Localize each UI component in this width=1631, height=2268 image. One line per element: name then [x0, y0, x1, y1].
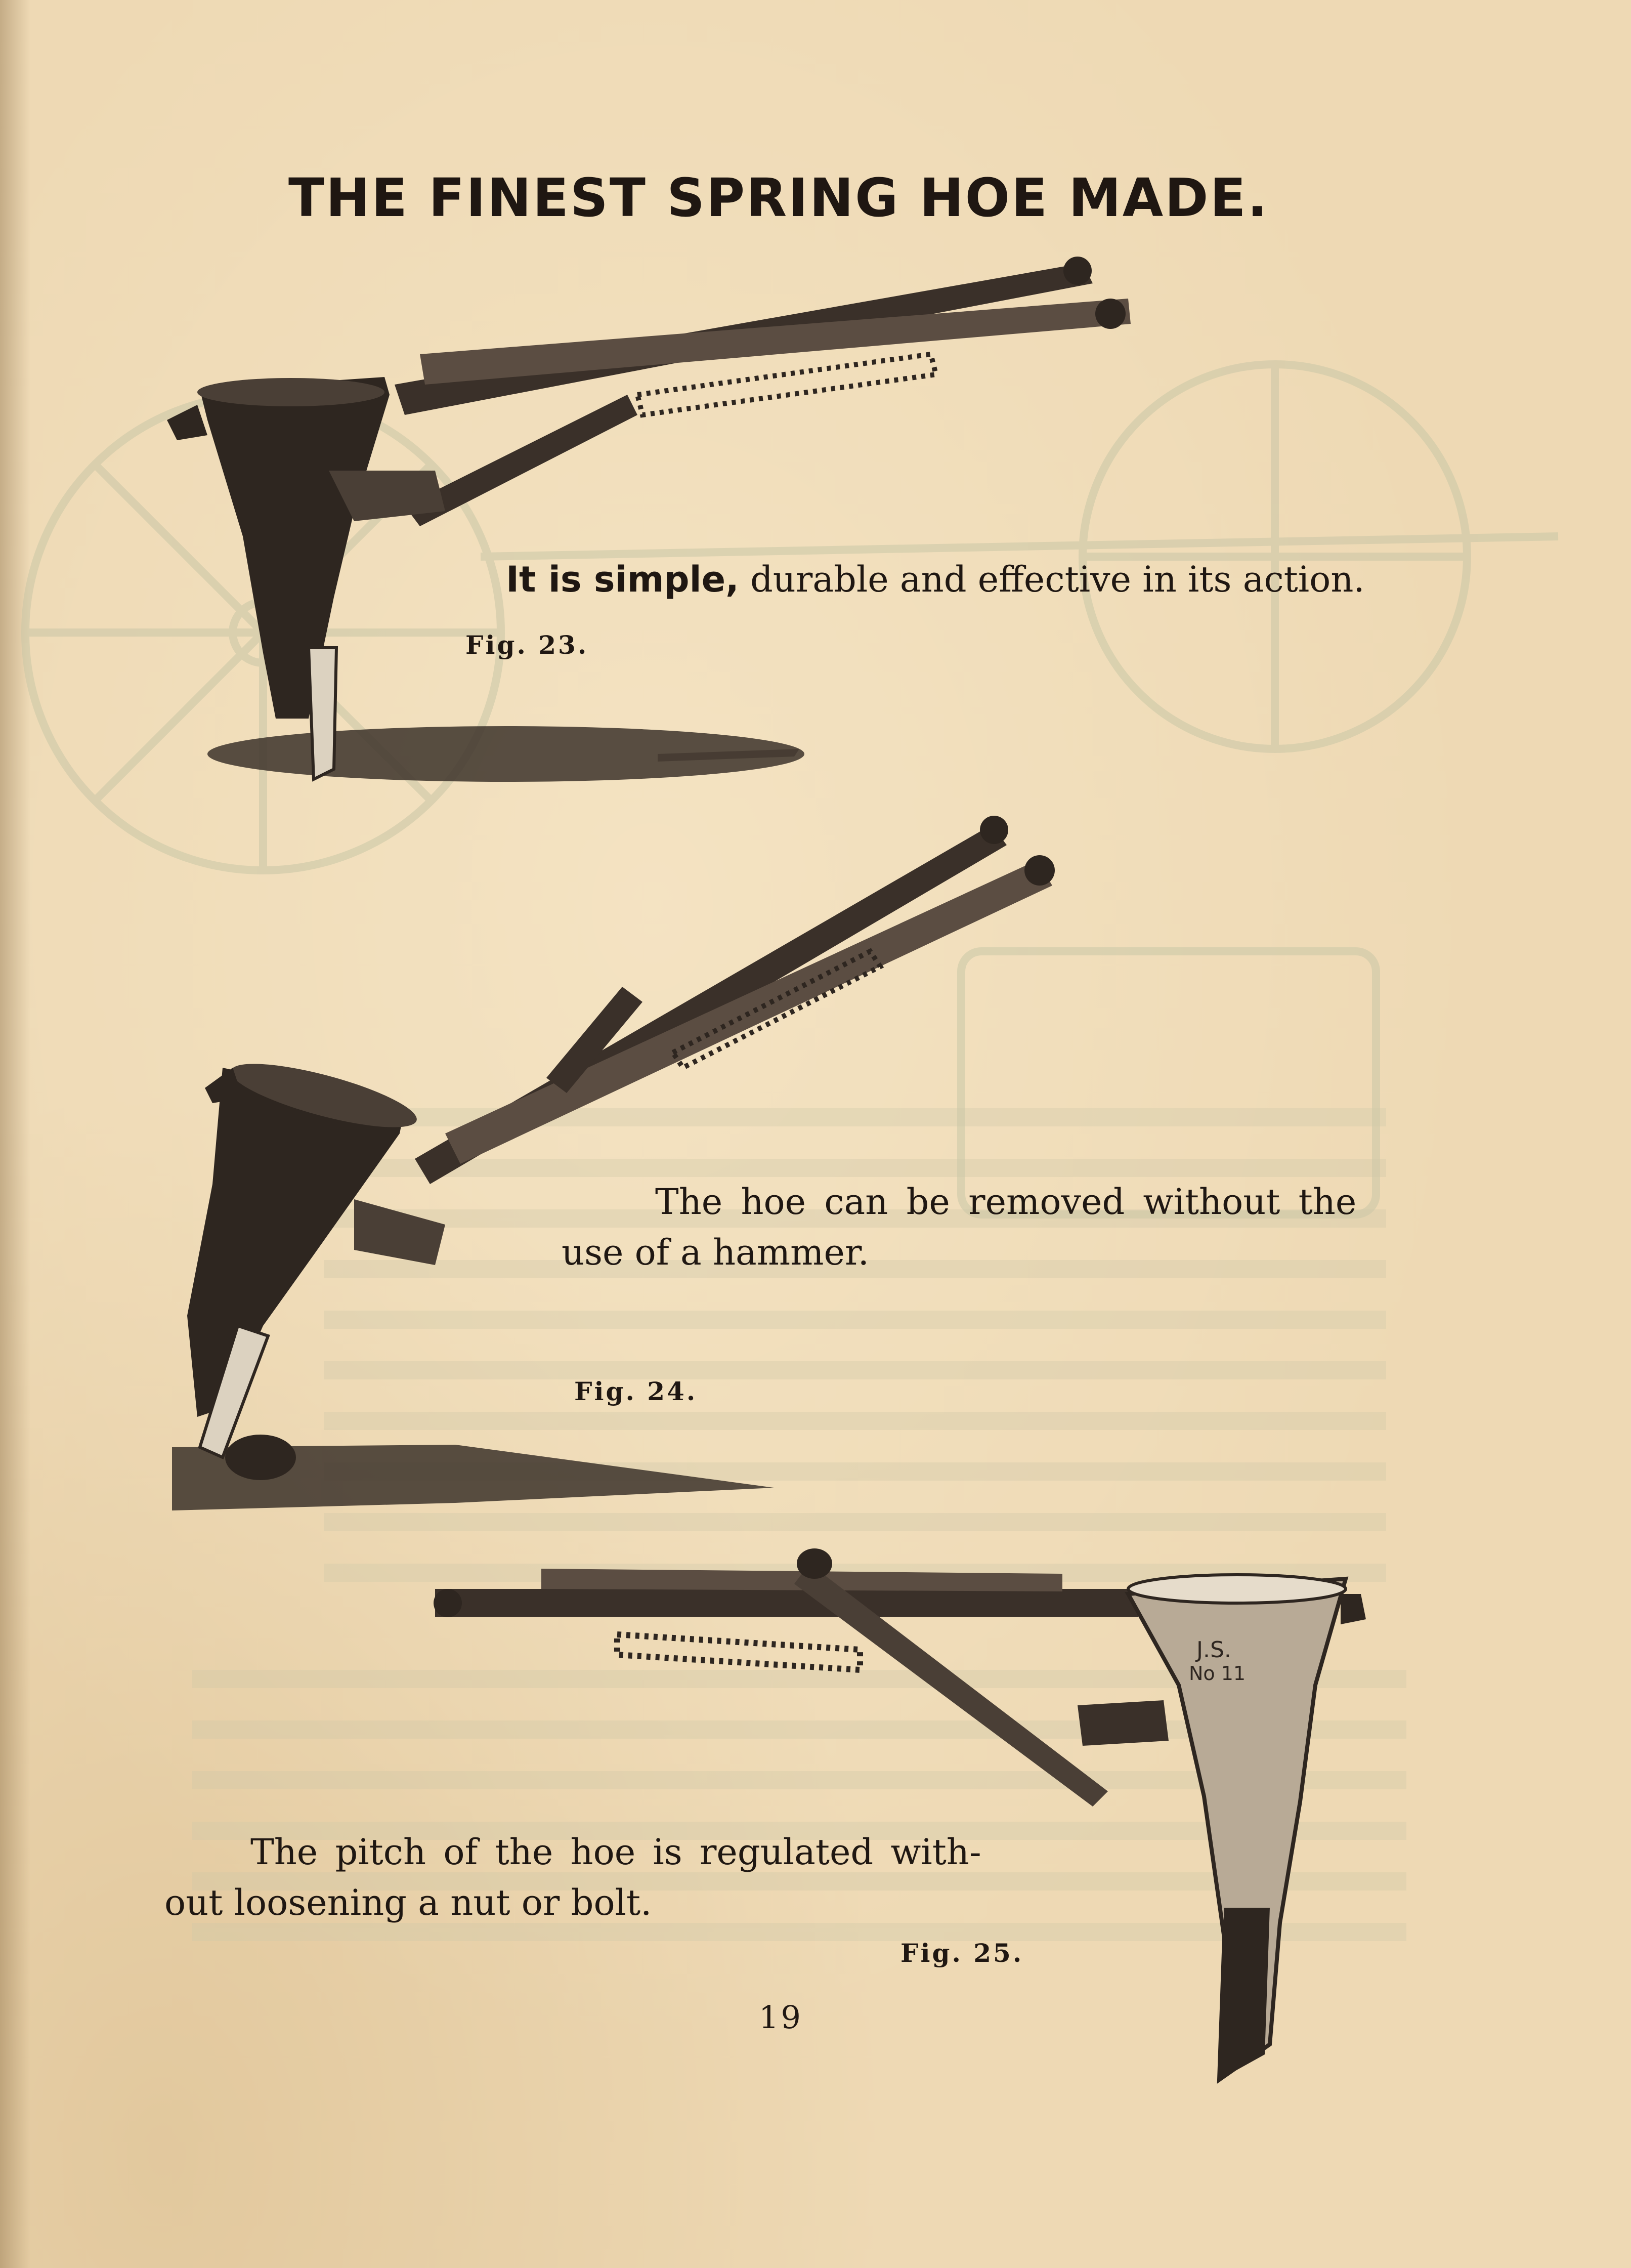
fig25-label: Fig. 25.	[900, 1938, 1024, 1968]
fig24-label: Fig. 24.	[574, 1376, 698, 1406]
fig25-caption-line2: out loosening a nut or bolt.	[164, 1882, 652, 1923]
fig23-label: Fig. 23.	[465, 630, 589, 660]
page-title: THE FINEST SPRING HOE MADE.	[288, 167, 1269, 229]
fig24-caption-line2: use of a hammer.	[562, 1232, 869, 1273]
hoe-stamp-line1: J.S.	[1196, 1637, 1231, 1663]
hoe-stamp-line2: No 11	[1189, 1662, 1246, 1685]
fig23-caption-lead: It is simple,	[506, 559, 739, 600]
fig25-caption-line1: The pitch of the hoe is regulated with-	[250, 1831, 981, 1873]
fig23-caption-rest: durable and effective in its action.	[739, 559, 1365, 600]
fig24-caption-line1: The hoe can be removed without the	[655, 1181, 1357, 1223]
page-number: 19	[759, 1999, 803, 2036]
